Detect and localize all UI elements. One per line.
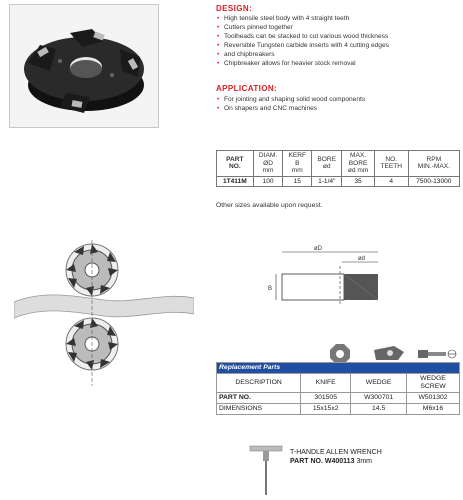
table-header-row	[217, 374, 460, 393]
knife-icon	[330, 344, 350, 364]
cell: M6x16	[407, 404, 460, 415]
od-label: øD	[314, 246, 322, 252]
cell-kerf: 15	[283, 176, 312, 187]
cell: W501302	[407, 393, 460, 404]
cell-rpm: 7500-13000	[408, 176, 459, 187]
table-header-row	[217, 151, 460, 177]
list-item: • Chipbreaker allows for heavier stock removal	[216, 59, 456, 68]
wedge-icon	[374, 346, 404, 360]
id-label: ød	[358, 256, 366, 262]
spec-table	[216, 150, 460, 187]
application-heading: APPLICATION:	[216, 84, 278, 93]
application-list	[216, 95, 456, 113]
col-max-bore: MAX. BORE ød mm	[342, 151, 374, 177]
cell-max-bore: 35	[342, 176, 374, 187]
col-bore: BORE ød	[312, 151, 342, 177]
cell: 301505	[301, 393, 351, 404]
jointing-illustration	[14, 240, 194, 386]
wrench-description	[290, 448, 382, 466]
product-photo	[9, 4, 159, 128]
cell-bore: 1-1/4"	[312, 176, 342, 187]
wrench-size: 3mm	[356, 458, 372, 465]
cell-teeth: 4	[374, 176, 408, 187]
list-item: • and chipbreakers	[216, 50, 456, 59]
table-row	[217, 176, 460, 187]
table-row	[217, 404, 460, 415]
wedge-screw-icon	[418, 350, 456, 358]
wrench-part-no: W400113	[324, 458, 355, 465]
availability-note: Other sizes available upon request.	[216, 202, 323, 209]
list-item: • For jointing and shaping solid wood components	[216, 95, 456, 104]
list-item: • On shapers and CNC machines	[216, 104, 456, 113]
table-row	[217, 393, 460, 404]
list-item: • Cutters pinned together	[216, 23, 456, 32]
replacement-parts-title: Replacement Parts	[217, 363, 460, 374]
list-item: • Toolheads can be stacked to cut various wood thickness	[216, 32, 456, 41]
col-wedge-screw: WEDGE SCREW	[407, 374, 460, 393]
row-label: DIMENSIONS	[217, 404, 301, 415]
col-kerf: KERF B mm	[283, 151, 312, 177]
kerf-label: B	[268, 286, 273, 292]
col-knife: KNIFE	[301, 374, 351, 393]
col-wedge: WEDGE	[351, 374, 407, 393]
col-rpm: RPM MIN.-MAX.	[408, 151, 459, 177]
cell: 15x15x2	[301, 404, 351, 415]
col-description: DESCRIPTION	[217, 374, 301, 393]
cell-diam: 100	[253, 176, 283, 187]
cell: 14.5	[351, 404, 407, 415]
technical-drawing	[262, 240, 382, 308]
list-item: • Reversible Tungsten carbide inserts with 4 cutting edges	[216, 41, 456, 50]
row-label: PART NO.	[217, 393, 301, 404]
design-heading: DESIGN:	[216, 4, 253, 13]
col-part-no: PART NO.	[217, 151, 254, 177]
col-diam: DIAM. ØD mm	[253, 151, 283, 177]
cell: W300701	[351, 393, 407, 404]
wrench-part-line	[290, 457, 382, 466]
design-list	[216, 14, 456, 69]
t-handle-wrench-icon	[246, 442, 286, 498]
list-item: • High tensile steel body with 4 straight teeth	[216, 14, 456, 23]
wrench-part-prefix: PART NO.	[290, 458, 323, 465]
cutter-head-image	[10, 5, 158, 127]
replacement-parts-table	[216, 362, 460, 415]
col-teeth: NO. TEETH	[374, 151, 408, 177]
wrench-title: T-HANDLE ALLEN WRENCH	[290, 449, 382, 456]
cell-part-no: 1T411M	[217, 176, 254, 187]
